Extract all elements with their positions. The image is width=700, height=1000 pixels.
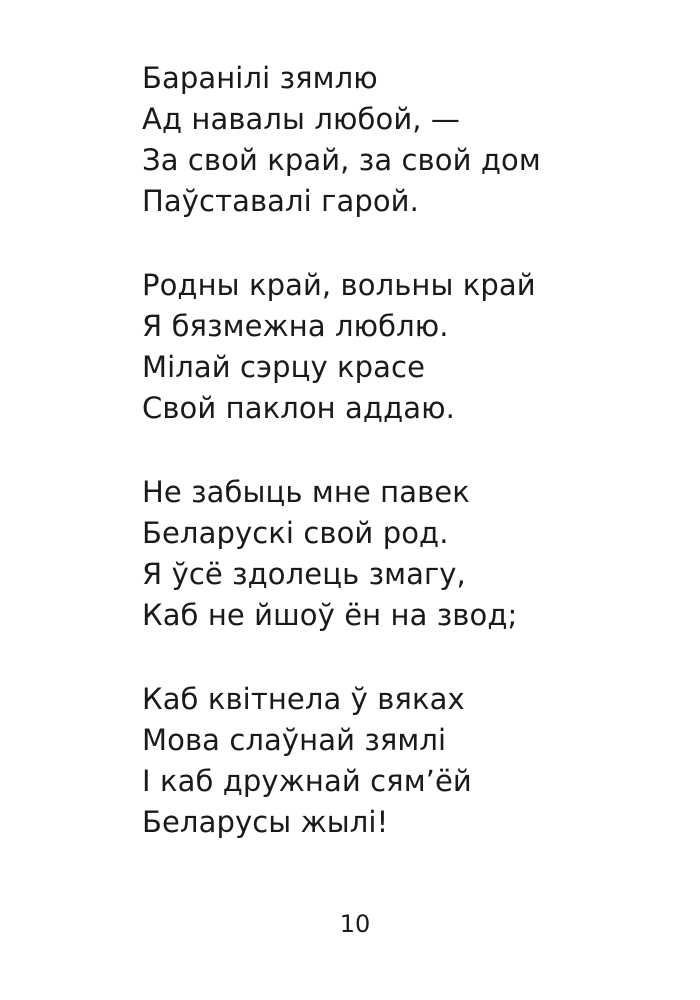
poem-line: Ад навалы любой, — <box>142 102 461 136</box>
stanza-1 <box>142 58 662 222</box>
poem-line: Родны край, вольны край <box>142 268 536 302</box>
poem-text <box>142 58 662 886</box>
poem-line: Я бязмежна люблю. <box>142 309 449 343</box>
poem-line: За свой край, за свой дом <box>142 143 541 177</box>
poem-line: Мілай сэрцу красе <box>142 350 426 384</box>
poem-line: Я ўсё здолець змагу, <box>142 557 466 591</box>
poem-line: І каб дружнай сям’ёй <box>142 764 472 798</box>
stanza-2 <box>142 265 662 429</box>
poem-line: Баранілі зямлю <box>142 61 378 95</box>
poem-line: Каб не йшоў ён на звод; <box>142 598 518 632</box>
poem-line: Мова слаўнай зямлі <box>142 723 447 757</box>
poem-line: Каб квітнела ў вяках <box>142 682 465 716</box>
stanza-4 <box>142 679 662 843</box>
poem-line: Не забыць мне павек <box>142 475 470 509</box>
poem-line: Беларусы жылі! <box>142 805 389 839</box>
stanza-3 <box>142 472 662 636</box>
page-number: 10 <box>339 910 371 938</box>
poem-line: Беларускі свой род. <box>142 516 449 550</box>
poem-line: Свой паклон аддаю. <box>142 391 455 425</box>
poem-line: Паўставалі гарой. <box>142 184 419 218</box>
